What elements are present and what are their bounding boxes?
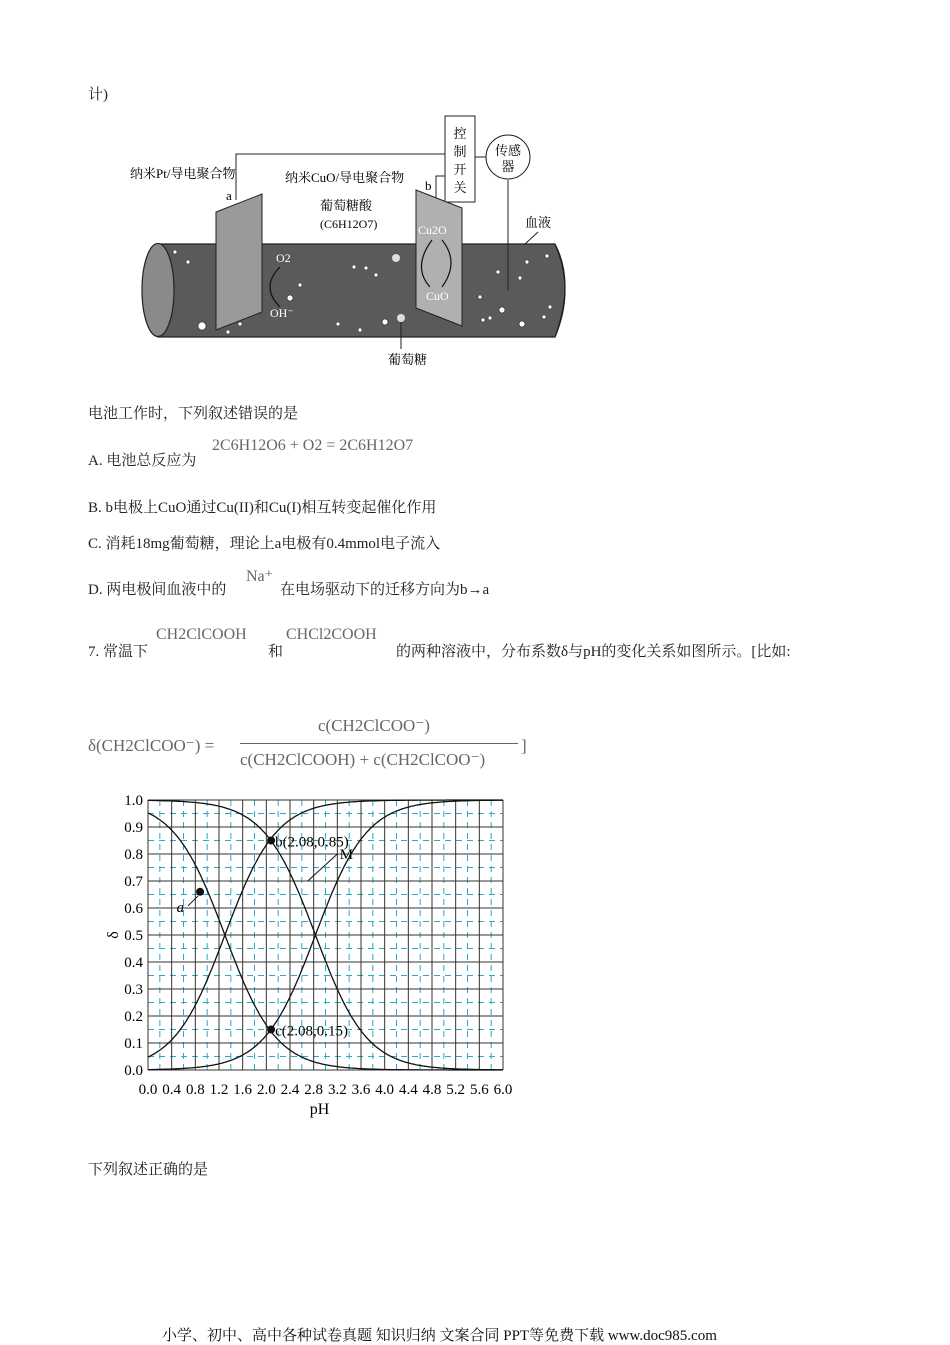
sensor-label-1: 传感 — [494, 143, 522, 158]
oh-label: OH⁻ — [270, 306, 294, 320]
glucose-label: 葡萄糖 — [388, 352, 428, 367]
y-tick-label: 0.3 — [124, 982, 143, 998]
option-d-prefix: D. 两电极间血液中的 — [88, 582, 227, 598]
point-label-2: c(2.08,0.15) — [275, 1023, 348, 1040]
m-leader — [308, 854, 338, 881]
y-tick-label: 0.0 — [124, 1063, 143, 1079]
acid-1-formula: CH2ClCOOH — [156, 626, 247, 643]
x-tick-label: 4.4 — [398, 1082, 418, 1098]
gluconic-acid-label: 葡萄糖酸 — [320, 198, 373, 213]
definition-denominator: c(CH2ClCOOH) + c(CH2ClCOO⁻) — [240, 750, 486, 769]
switch-char-4: 关 — [453, 180, 467, 195]
question-7-prompt: 下列叙述正确的是 — [88, 1162, 209, 1178]
x-tick-label: 5.6 — [469, 1082, 489, 1098]
y-axis-label: δ — [105, 931, 122, 939]
question-7-suffix: 的两种溶液中，分布系数δ与pH的变化关系如图所示。[比如: — [396, 644, 791, 660]
electrode-a-letter: a — [226, 188, 232, 203]
y-tick-label: 0.5 — [124, 928, 143, 944]
x-tick-label: 1.6 — [233, 1082, 253, 1098]
switch-char-2: 制 — [453, 144, 467, 159]
distribution-chart — [98, 790, 528, 1125]
y-tick-label: 0.2 — [124, 1009, 143, 1025]
x-tick-label: 4.0 — [375, 1082, 395, 1098]
data-point-2 — [267, 1026, 275, 1034]
x-tick-label: 1.2 — [209, 1082, 229, 1098]
o2-label: O2 — [276, 251, 291, 265]
curve-label-m: M — [339, 847, 354, 863]
point-label-1: b(2.08,0.85) — [275, 834, 349, 851]
option-d-ion: Na⁺ — [246, 568, 274, 585]
option-c: C. 消耗18mg葡萄糖，理论上a电极有0.4mmol电子流入 — [88, 536, 441, 552]
option-b: B. b电极上CuO通过Cu(II)和Cu(I)相互转变起催化作用 — [88, 500, 437, 516]
x-tick-label: 3.2 — [327, 1082, 347, 1098]
x-tick-label: 2.4 — [280, 1082, 300, 1098]
x-tick-label: 4.8 — [422, 1082, 442, 1098]
y-tick-label: 0.8 — [124, 847, 143, 863]
x-tick-label: 2.0 — [256, 1082, 276, 1098]
x-tick-label: 5.2 — [446, 1082, 466, 1098]
y-tick-label: 1.0 — [124, 793, 143, 809]
x-tick-label: 2.8 — [304, 1082, 324, 1098]
fraction-bar — [240, 743, 518, 744]
x-tick-label: 0.0 — [138, 1082, 158, 1098]
data-point-0 — [196, 888, 204, 896]
x-axis-label: pH — [309, 1101, 330, 1118]
electrode-b-letter: b — [425, 178, 432, 193]
y-tick-label: 0.6 — [124, 901, 143, 917]
switch-char-3: 开 — [453, 162, 467, 177]
point-label-0: a — [176, 899, 185, 916]
y-tick-label: 0.9 — [124, 820, 143, 836]
option-a — [88, 449, 196, 470]
cu2o-label: Cu2O — [418, 223, 447, 237]
x-tick-label: 6.0 — [493, 1082, 513, 1098]
option-a-prefix: A. 电池总反应为 — [88, 453, 197, 469]
y-tick-label: 0.7 — [124, 874, 143, 890]
continued-text: 计) — [88, 87, 108, 103]
definition-close: ] — [521, 736, 527, 755]
switch-char-1: 控 — [453, 126, 467, 141]
point-a-leader — [188, 896, 198, 906]
page-footer: 小学、初中、高中各种试卷真题 知识归纳 文案合同 PPT等免费下载 www.doc985.com — [162, 1328, 717, 1344]
battery-diagram — [130, 112, 580, 372]
chart-points — [177, 835, 349, 1040]
x-tick-label: 0.8 — [185, 1082, 205, 1098]
blood-label: 血液 — [525, 215, 552, 230]
electrode-a-label: 纳米Pt/导电聚合物 — [130, 166, 236, 181]
y-tick-label: 0.4 — [124, 955, 143, 971]
and-text: 和 — [268, 644, 284, 660]
question-6-stem: 电池工作时，下列叙述错误的是 — [88, 406, 299, 422]
definition-lhs: δ(CH2ClCOO⁻) = — [88, 736, 215, 755]
option-a-formula: 2C6H12O6 + O2 = 2C6H12O7 — [212, 437, 414, 454]
y-tick-label: 0.1 — [124, 1036, 143, 1052]
electrode-b-label: 纳米CuO/导电聚合物 — [285, 170, 405, 185]
gluconic-formula: (C6H12O7) — [320, 217, 378, 231]
x-tick-label: 3.6 — [351, 1082, 371, 1098]
x-tick-label: 0.4 — [162, 1082, 182, 1098]
data-point-1 — [267, 837, 275, 845]
sensor-label-2: 器 — [501, 159, 515, 174]
definition-numerator: c(CH2ClCOO⁻) — [318, 716, 430, 735]
option-d-suffix: 在电场驱动下的迁移方向为b→a — [280, 582, 490, 598]
cuo-label: CuO — [426, 289, 449, 303]
acid-2-formula: CHCl2COOH — [286, 626, 377, 643]
question-7-prefix: 7. 常温下 — [88, 644, 149, 660]
